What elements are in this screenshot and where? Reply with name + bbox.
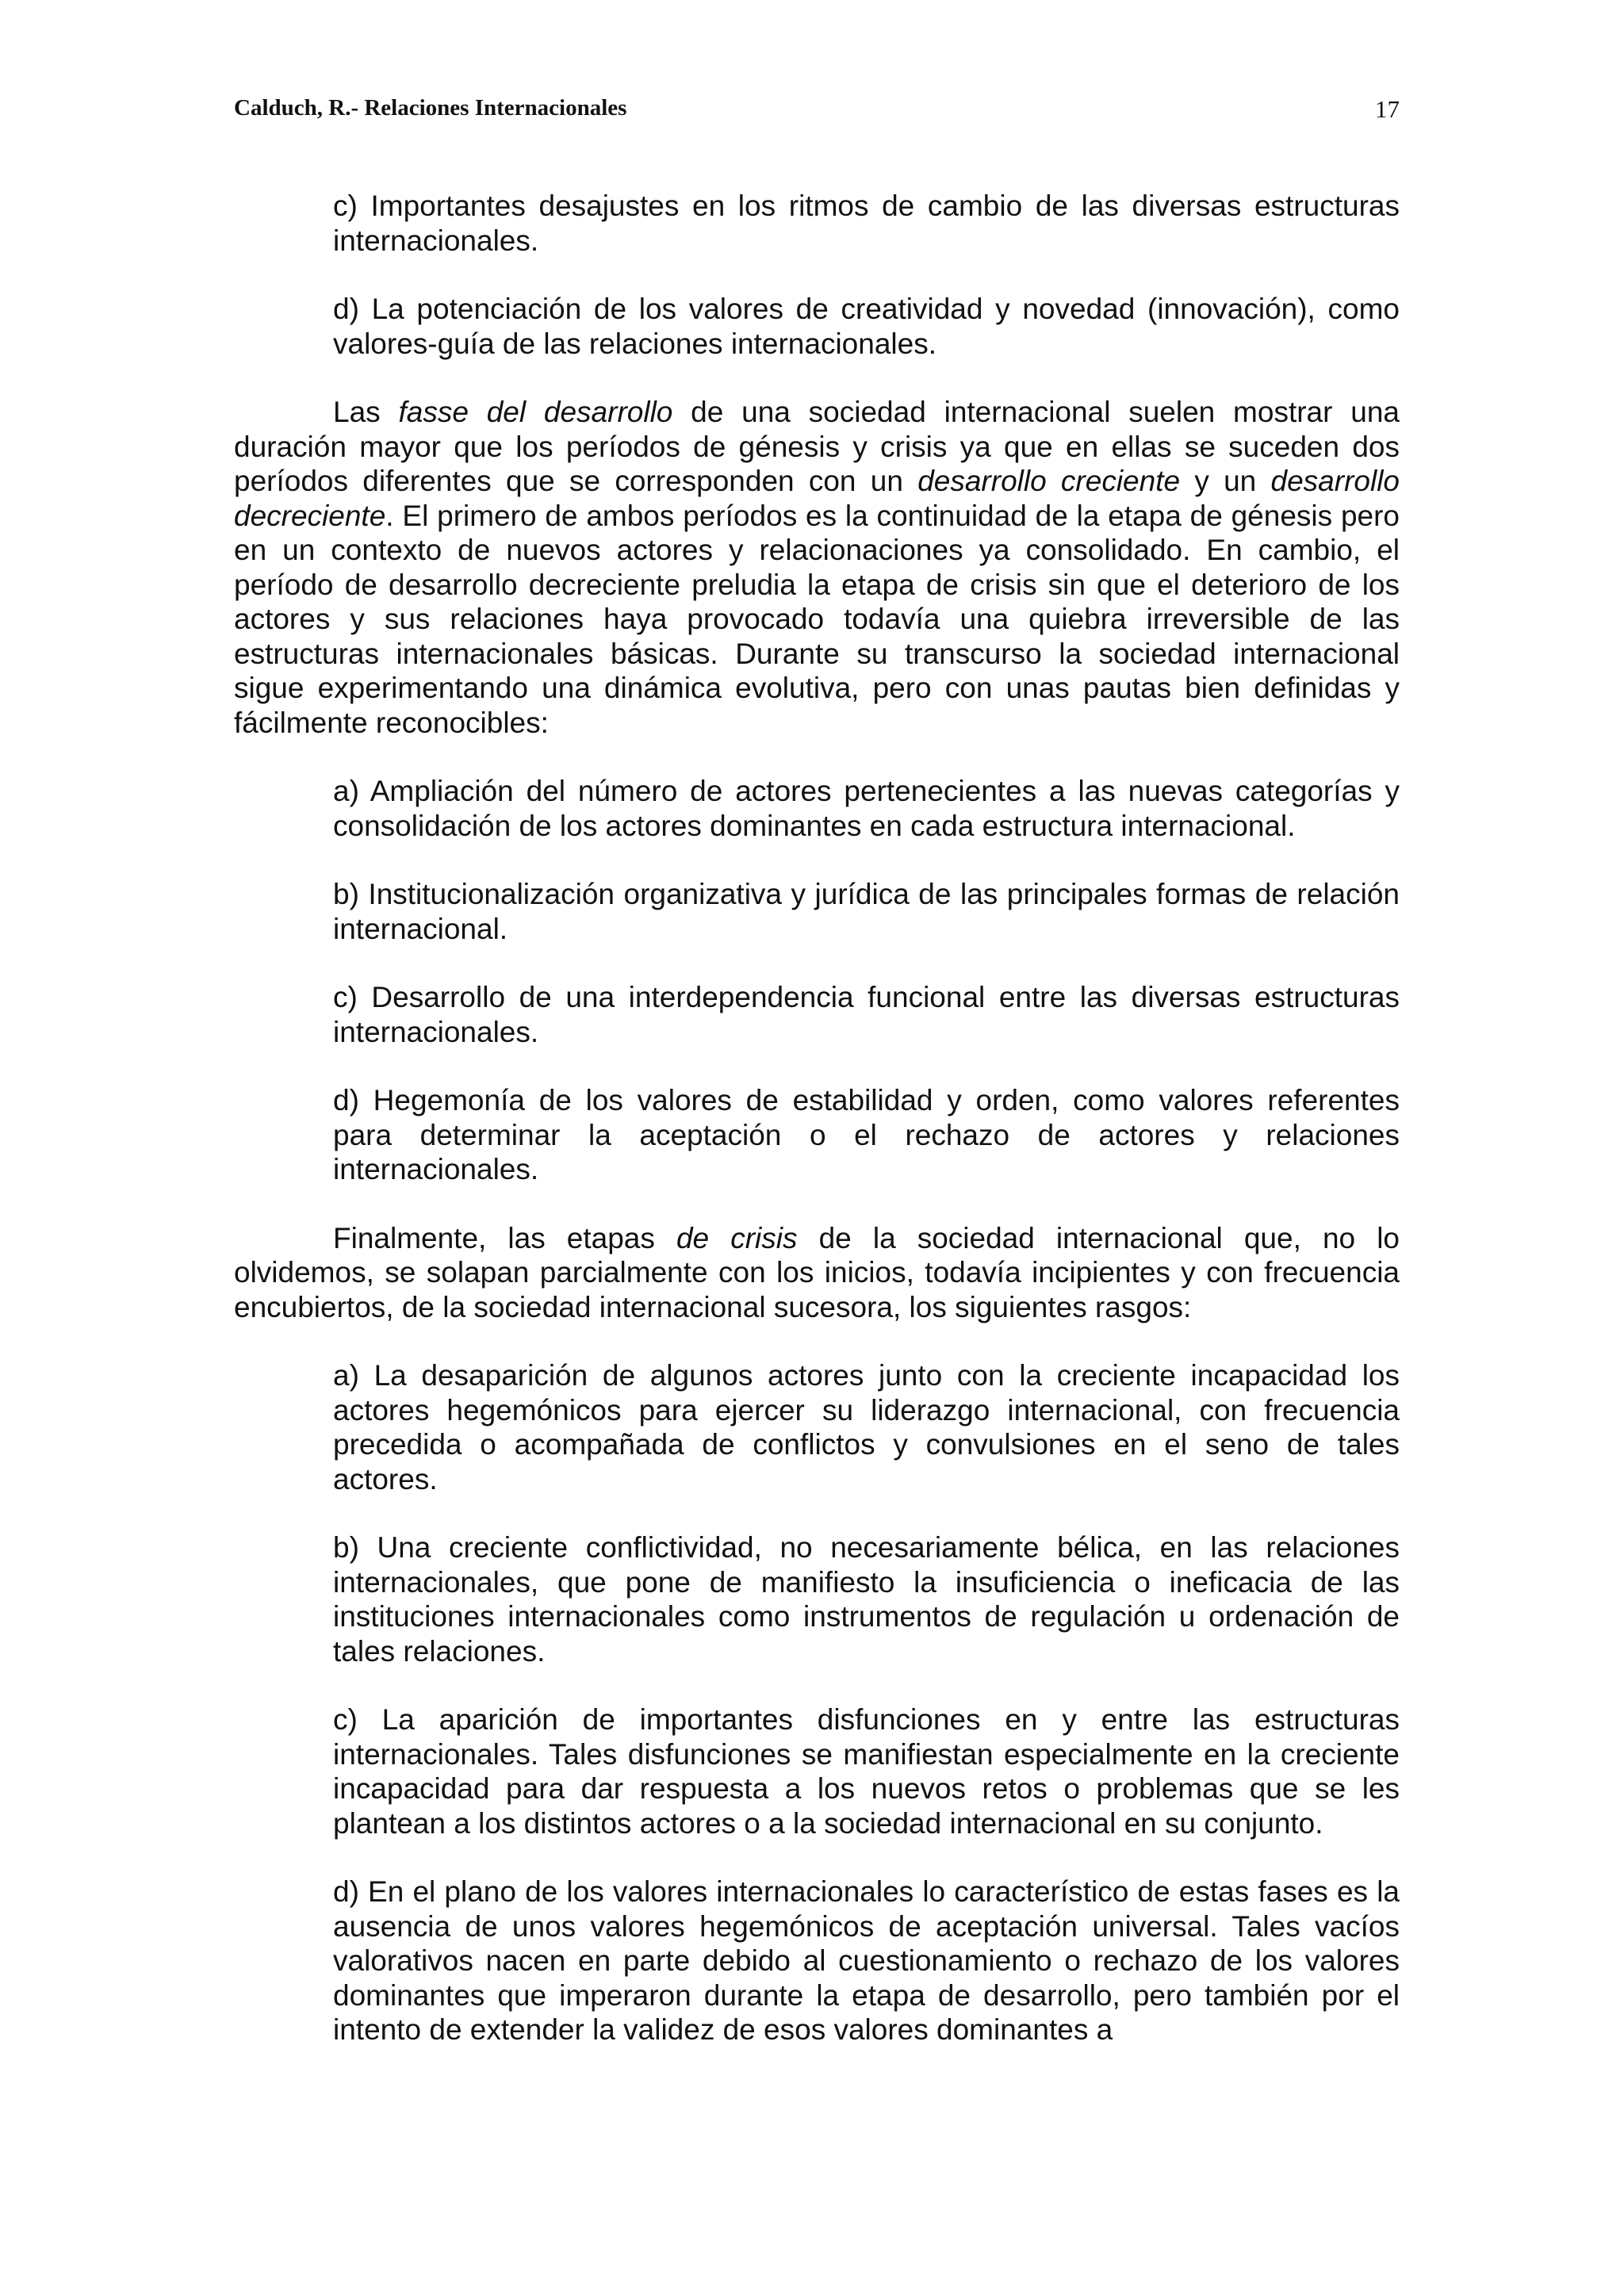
- list-item: d) La potenciación de los valores de creatividad y novedad (innovación), como valores-guía de las relaciones internacionales.: [333, 293, 1400, 360]
- page-header: [234, 95, 1400, 135]
- emphasis: de crisis: [676, 1221, 798, 1254]
- list-item: b) Una creciente conflictividad, no necesariamente bélica, en las relaciones internacionales, que pone de manifiesto la insuficiencia o ineficacia de las instituciones internacionales como instrumentos de regulación u ordenación de tales relaciones.: [333, 1531, 1400, 1668]
- paragraph-crisis: Finalmente, las etapas de crisis de la sociedad internacional que, no lo olvidemos, se solapan parcialmente con los inicios, todavía incipientes y con frecuencia encubiertos, de la sociedad internacional sucesora, los siguientes rasgos:: [234, 1221, 1400, 1323]
- list-item: c) La aparición de importantes disfunciones en y entre las estructuras internacionales. Tales disfunciones se manifiestan especialmente en la creciente incapacidad para dar respuesta a los nuevos retos o problemas que se les plantean a los distintos actores o a la sociedad internacional en su conjunto.: [333, 1703, 1400, 1840]
- page-body: [234, 189, 1400, 2047]
- list-item: d) En el plano de los valores internacionales lo característico de estas fases es la ausencia de unos valores hegemónicos de aceptación universal. Tales vacíos valorativos nacen en parte debido al cuestionamiento o rechazo de los valores dominantes que imperaron durante la etapa de desarrollo, pero también por el intento de extender la validez de esos valores dominantes a: [333, 1875, 1400, 2046]
- page-number: 17: [1375, 95, 1400, 123]
- list-item: b) Institucionalización organizativa y jurídica de las principales formas de relación internacional.: [333, 878, 1400, 945]
- list-item: a) Ampliación del número de actores pertenecientes a las nuevas categorías y consolidación de los actores dominantes en cada estructura internacional.: [333, 775, 1400, 842]
- emphasis: desarrollo creciente: [917, 465, 1181, 497]
- emphasis: desarrollo decreciente: [234, 465, 1400, 532]
- list-item: d) Hegemonía de los valores de estabilidad y orden, como valores referentes para determinar la aceptación o el rechazo de actores y relaciones internacionales.: [333, 1084, 1400, 1185]
- list-item: c) Importantes desajustes en los ritmos de cambio de las diversas estructuras internacionales.: [333, 190, 1400, 257]
- paragraph-development: Las fasse del desarrollo de una sociedad internacional suelen mostrar una duración mayor que los períodos de génesis y crisis ya que en ellas se suceden dos períodos diferentes que se corresponden con un desarrollo creciente y un desarrollo decreciente. El primero de ambos períodos es la continuidad de la etapa de génesis pero en un contexto de nuevos actores y relacionaciones ya consolidado. En cambio, el período de desarrollo decreciente preludia la etapa de crisis sin que el deterioro de los actores y sus relaciones haya provocado todavía una quiebra irreversible de las estructuras internacionales básicas. Durante su transcurso la sociedad internacional sigue experimentando una dinámica evolutiva, pero con unas pautas bien definidas y fácilmente reconocibles:: [234, 396, 1400, 739]
- running-title: Calduch, R.- Relaciones Internacionales: [234, 95, 627, 121]
- list-item: c) Desarrollo de una interdependencia funcional entre las diversas estructuras internacionales.: [333, 981, 1400, 1048]
- list-item: a) La desaparición de algunos actores junto con la creciente incapacidad los actores hegemónicos para ejercer su liderazgo internacional, con frecuencia precedida o acompañada de conflictos y convulsiones en el seno de tales actores.: [333, 1359, 1400, 1496]
- emphasis: fasse del desarrollo: [398, 396, 673, 428]
